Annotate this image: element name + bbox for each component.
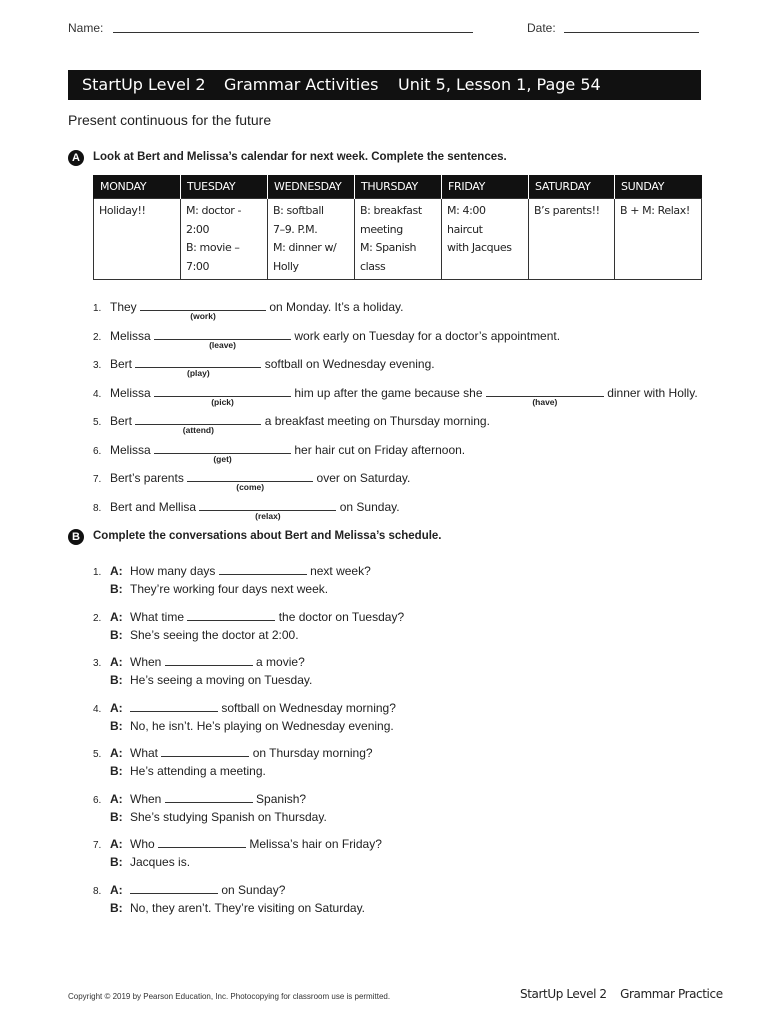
answer-blank[interactable] [130,699,218,712]
sentence-item [93,327,561,350]
item-number: 3. [93,360,102,371]
question-start: Who [130,837,155,851]
sentence-item [93,441,466,464]
answer-blank-wrap [199,498,336,521]
calendar-day-cell [355,199,442,280]
section-a-instruction: Look at Bert and Melissa’s calendar for next week. Complete the sentences. [93,151,507,163]
conversation-item [93,790,327,824]
section-b-badge: B [68,529,84,545]
calendar-day-header: THURSDAY [355,175,442,199]
calendar-entry: B: breakfast [360,204,422,217]
verb-hint: (get) [213,453,232,464]
calendar-day-cell [181,199,268,280]
item-number: 2. [93,331,102,343]
question-start: What time [130,609,185,624]
question-end: Melissa’s hair on Friday? [249,837,382,851]
speaker-a-label: A: [110,791,123,806]
calendar-day-cell [268,199,355,280]
answer-blank[interactable] [187,469,313,482]
conversation-item [93,653,312,687]
sentence-item [93,298,404,321]
footer-series-name: StartUp Level 2 [520,987,607,1001]
answer-text: She’s studying Spanish on Thursday. [130,809,327,824]
sentence-item [93,469,411,492]
question-end: next week? [310,564,371,578]
sentence-start: Melissa [110,385,151,400]
answer-blank-wrap [486,384,604,407]
banner-lesson: Unit 5, Lesson 1, Page 54 [398,75,601,94]
calendar-entry: B: softball [273,204,324,217]
date-field[interactable] [564,32,699,33]
item-number: 6. [93,794,102,806]
footer-practice: Grammar Practice [620,987,723,1001]
sentence-end: work early on Tuesday for a doctor’s appointment. [294,328,561,343]
calendar-entry: B + M: Relax! [620,204,690,217]
conversation-answer-line [93,901,365,915]
conversation-item [93,562,371,596]
answer-blank[interactable] [158,835,246,848]
question-end: Spanish? [256,791,307,806]
answer-blank-wrap [140,298,266,321]
answer-blank-wrap [187,469,313,492]
answer-text: He’s seeing a moving on Tuesday. [130,673,313,687]
answer-blank-wrap [154,384,291,407]
title-banner [68,70,701,100]
answer-text: They’re working four days next week. [130,582,329,596]
answer-blank-wrap [154,327,291,350]
speaker-a-label: A: [110,564,123,578]
question-start: How many days [130,564,216,578]
sentence-item [93,355,435,378]
speaker-b-label: B: [110,673,123,687]
item-number: 6. [93,445,102,457]
sentence-start: Bert [110,357,133,371]
calendar-entry: M: 4:00 haircut [447,204,486,236]
question-end: on Thursday morning? [252,746,373,760]
answer-text: She’s seeing the doctor at 2:00. [130,627,299,642]
calendar-day-header: WEDNESDAY [268,175,355,199]
answer-blank[interactable] [154,384,291,397]
calendar-day-cell [94,199,181,280]
calendar-entry: with Jacques [447,241,512,254]
calendar-day-header: SATURDAY [529,175,615,199]
verb-hint: (play) [187,368,210,378]
conversation-item [93,835,382,869]
sentence-end: him up after the game because she [294,385,483,400]
conversation-item [93,699,396,733]
calendar-day-header: FRIDAY [442,175,529,199]
conversation-question-line [93,653,312,669]
conversation-answer-line [93,810,327,824]
answer-text: He’s attending a meeting. [130,764,266,778]
answer-blank[interactable] [135,355,261,368]
question-end: softball on Wednesday morning? [221,700,396,715]
verb-hint: (work) [190,311,216,321]
conversation-answer-line [93,855,382,869]
item-number: 3. [93,658,102,669]
sentence-start: Melissa [110,442,151,457]
calendar-entry: Holiday!! [99,204,146,217]
conversation-answer-line [93,582,371,596]
answer-blank[interactable] [486,384,604,397]
item-number: 1. [93,567,102,578]
sentence-item [93,412,490,435]
banner-section: Grammar Activities [224,75,379,94]
sentence-end: dinner with Holly. [607,385,698,400]
speaker-b-label: B: [110,855,123,869]
speaker-a-label: A: [110,882,123,897]
calendar-day-header: MONDAY [94,175,181,199]
answer-blank-wrap [135,412,261,435]
speaker-a-label: A: [110,746,123,760]
speaker-a-label: A: [110,837,123,851]
speaker-a-label: A: [110,609,123,624]
answer-blank[interactable] [199,498,336,511]
calendar-day-cell [529,199,615,280]
conversation-answer-line [93,628,404,642]
answer-blank-wrap [135,355,261,378]
sentence-end: her hair cut on Friday afternoon. [294,442,466,457]
conversation-answer-line [93,764,373,778]
name-field[interactable] [113,32,473,33]
question-end: on Sunday? [221,882,286,897]
sentence-start: Melissa [110,328,151,343]
answer-blank[interactable] [187,608,275,621]
item-number: 1. [93,303,102,314]
conversation-question-line [93,790,327,806]
sentence-item [93,498,400,521]
calendar-entry: M: dinner w/ [273,241,337,254]
verb-hint: (pick) [211,396,234,407]
verb-hint: (leave) [209,339,236,350]
question-start: When [130,791,162,806]
conversation-item [93,881,365,915]
page-subtitle: Present continuous for the future [68,112,272,128]
conversation-item [93,608,404,642]
speaker-b-label: B: [110,764,123,778]
section-a-badge: A [68,150,84,166]
answer-text: No, they aren’t. They’re visiting on Saturday. [130,900,366,915]
question-start: What [130,746,159,760]
sentence-start: Bert [110,414,133,428]
calendar-day-cell [442,199,529,280]
footer-series [520,987,723,1001]
item-number: 4. [93,388,102,400]
conversation-question-line [93,881,365,897]
answer-blank[interactable] [165,790,253,803]
conversation-question-line [93,835,382,851]
conversation-answer-line [93,673,312,687]
question-end: the doctor on Tuesday? [278,609,405,624]
question-start: When [130,655,162,669]
section-b-instruction: Complete the conversations about Bert and Melissa’s schedule. [93,530,442,542]
calendar-day-header: TUESDAY [181,175,268,199]
verb-hint: (relax) [255,510,281,521]
calendar-entry: M: doctor - 2:00 [186,204,242,236]
calendar-entry: meeting [360,222,403,236]
answer-blank[interactable] [165,653,253,666]
calendar-entry: 7–9. P.M. [273,222,318,236]
date-label: Date: [527,21,556,35]
speaker-b-label: B: [110,900,123,915]
sentence-end: on Monday. It’s a holiday. [269,300,404,314]
conversation-question-line [93,608,404,624]
calendar-entry: B: movie – 7:00 [186,241,240,273]
answer-text: Jacques is. [130,855,191,869]
conversation-question-line [93,699,396,715]
calendar-day-header: SUNDAY [615,175,702,199]
calendar-entry: M: Spanish class [360,241,417,273]
answer-blank[interactable] [135,412,261,425]
question-end: a movie? [256,655,305,669]
answer-blank[interactable] [154,327,291,340]
conversation-question-line [93,562,371,578]
calendar-day-cell [615,199,702,280]
calendar-entry: Holly [273,259,299,273]
answer-blank[interactable] [161,744,249,757]
conversation-item [93,744,373,778]
answer-blank[interactable] [140,298,266,311]
verb-hint: (have) [532,396,558,407]
sentence-end: over on Saturday. [316,471,411,485]
copyright-notice: Copyright © 2019 by Pearson Education, Inc. Photocopying for classroom use is permitted. [68,992,391,1001]
calendar-entry: B’s parents!! [534,204,600,217]
speaker-a-label: A: [110,700,123,715]
item-number: 4. [93,703,102,715]
banner-series: StartUp Level 2 [82,75,206,94]
item-number: 7. [93,840,102,851]
verb-hint: (attend) [182,425,214,435]
sentence-end: a breakfast meeting on Thursday morning. [264,414,490,428]
item-number: 8. [93,885,102,897]
name-label: Name: [68,21,104,35]
item-number: 5. [93,749,102,760]
sentence-start: They [110,300,137,314]
speaker-b-label: B: [110,809,123,824]
item-number: 2. [93,612,102,624]
answer-blank[interactable] [130,881,218,894]
sentence-end: softball on Wednesday evening. [264,357,435,371]
verb-hint: (come) [236,482,265,492]
sentence-item [93,384,698,407]
speaker-b-label: B: [110,627,123,642]
calendar-table [93,175,702,280]
item-number: 7. [93,474,102,485]
conversation-question-line [93,744,373,760]
answer-blank[interactable] [154,441,291,454]
sentence-end: on Sunday. [339,499,400,514]
answer-blank-wrap [154,441,291,464]
speaker-b-label: B: [110,582,123,596]
conversation-answer-line [93,719,396,733]
item-number: 8. [93,502,102,514]
speaker-a-label: A: [110,655,123,669]
answer-blank[interactable] [219,562,307,575]
sentence-start: Bert and Mellisa [110,499,197,514]
answer-text: No, he isn’t. He’s playing on Wednesday evening. [130,718,394,733]
item-number: 5. [93,417,102,428]
speaker-b-label: B: [110,718,123,733]
sentence-start: Bert’s parents [110,471,184,485]
